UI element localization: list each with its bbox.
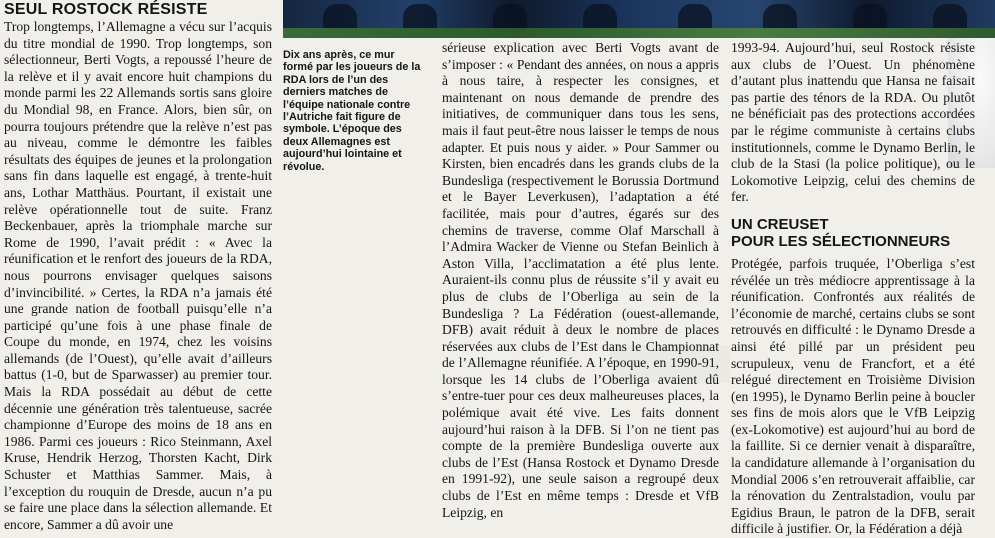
article-column-4	[731, 40, 975, 538]
article-column-1	[4, 0, 272, 533]
section-title-2-line-1: UN CREUSET	[731, 215, 829, 233]
photo-caption	[283, 49, 427, 173]
column-4-text-b: Protégée, parfois truquée, l’Oberliga s’est révélée un très médiocre apprentissage à la réunification. Confrontés aux réalités de l’économie de marché, certains clubs se sont retrouvés en difficulté : le Dynamo Dresde a ainsi été pillé par un président peu scrupuleux, venu de Francfort, et a été relégué directement en Troisième Division (en 1995), le Dynamo Berlin peine à boucler ses fins de mois alors que le VfB Leipzig (ex-Lokomotive) est aujourd’hui au bord de la faillite. Si ce dernier venait à disparaître, la candidature allemande à l’organisation du Mondial 2006 s’en retrouverait affaiblie, car la rénovation du Zentralstadion, voulu par Egidius Braun, le patron de la DFB, serait difficile à justifier. Or, la Fédération a déjà	[731, 255, 975, 537]
column-3-text: sérieuse explication avec Berti Vogts avant de s’imposer : « Pendant des années, on nous a appris à nous taire, à respecter les consignes, et maintenant on nous demande de prendre des initiatives, de communiquer dans tous les sens, mais il faut peut-être nous laisser le temps de nous adapter. Et puis nous y aider. » Pour Sammer ou Kirsten, bien encadrés dans les grands clubs de la Bundesliga (respectivement le Borussia Dortmund et le Bayer Leverkusen), l’adaptation a été facilitée, mais pour d’autres, égarés sur des chemins de traverse, comme Olaf Marschall à l’Admira Wacker de Vienne ou Stefan Beinlich à Aston Villa, l’acclimatation a été plus lente. Auraient-ils connu plus de réussite s’il y avait eu plus de clubs de l’Oberliga au sein de la Bundesliga ? La Fédération (ouest-allemande, DFB) avait réduit à deux le nombre de places réservées aux clubs de l’Est dans le Championnat de l’Allemagne réunifiée. A l’époque, en 1990-91, lorsque les 14 clubs de l’Oberliga avaient dû s’entre-tuer pour ces deux malheureuses places, la polémique avait été vive. Les faits donnent aujourd’hui raison à la DFB. Si l’on ne tient pas compte de la première Bundesliga ouverte aux clubs de l’Est (Hansa Rostock et Dynamo Dresde en 1991-92), une seule saison a regroupé deux clubs de l’Est en même temps : Dresde et VfB Leipzig, en	[442, 40, 719, 520]
caption-text: Dix ans après, ce mur formé par les joueurs de la RDA lors de l’un des derniers matches de l’équipe nationale contre l’Autriche fait figure de symbole. L’époque des deux Allemagnes est aujourd’hui lointaine et révolue.	[283, 49, 421, 173]
column-4-text-a: 1993-94. Aujourd’hui, seul Rostock résiste aux clubs de l’Ouest. Un phénomène d’autant plus inattendu que Hansa ne faisait pas partie des ténors de la RDA. Ou plutôt ne bénéficiait pas des protections accordées par le régime communiste à certains clubs institutionnels, comme le Dynamo Berlin, le club de la Stasi (la police politique), ou le Lokomotive Leipzig, celui des chemins de fer.	[731, 40, 975, 205]
section-title-1: SEUL ROSTOCK RÉSISTE	[4, 1, 208, 18]
section-title-2	[731, 216, 975, 250]
column-1-text: Trop longtemps, l’Allemagne a vécu sur l’acquis du titre mondial de 1990. Trop longtemps, son sélectionneur, Berti Vogts, a repoussé l’heure de la relève et il y avait encore huit champions du monde parmi les 22 Allemands sortis sans gloire du Mondial 98, en France. Alors, bien sûr, on pourra toujours prétendre que la relève n’est pas au niveau, comme le démontre les faibles résultats des équipes de jeunes et la prolongation sans fin dans laquelle est engagé, à trente-huit ans, Lothar Matthäus. Pourtant, il existait une relève opérationnelle tout de suite. Franz Beckenbauer, après la triomphale marche sur Rome de 1990, l’avait prédit : « Avec la réunification et le renfort des joueurs de la RDA, nous pourrons envisager quelques saisons d’invincibilité. » Certes, la RDA n’a jamais été une grande nation de football puisqu’elle n’a participé qu’une fois à une phase finale de Coupe du monde, en 1974, chez les voisins allemands (de l’Ouest), qu’elle avait d’ailleurs battus (1-0, but de Sparwasser) au premier tour. Mais la RDA possédait au début de cette décennie une génération très talentueuse, sacrée championne d’Europe des moins de 18 ans en 1986. Parmi ces joueurs : Rico Steinmann, Axel Kruse, Hendrik Herzog, Thorsten Kacht, Dirk Schuster et Matthias Sammer. Mais, à l’exception du rouquin de Dresde, aucun n’a pu se faire une place dans la sélection allemande. Et encore, Sammer a dû avoir une	[4, 19, 272, 532]
section-title-2-line-2: POUR LES SÉLECTIONNEURS	[731, 232, 951, 250]
team-photo	[283, 0, 995, 38]
article-column-3	[442, 40, 719, 521]
